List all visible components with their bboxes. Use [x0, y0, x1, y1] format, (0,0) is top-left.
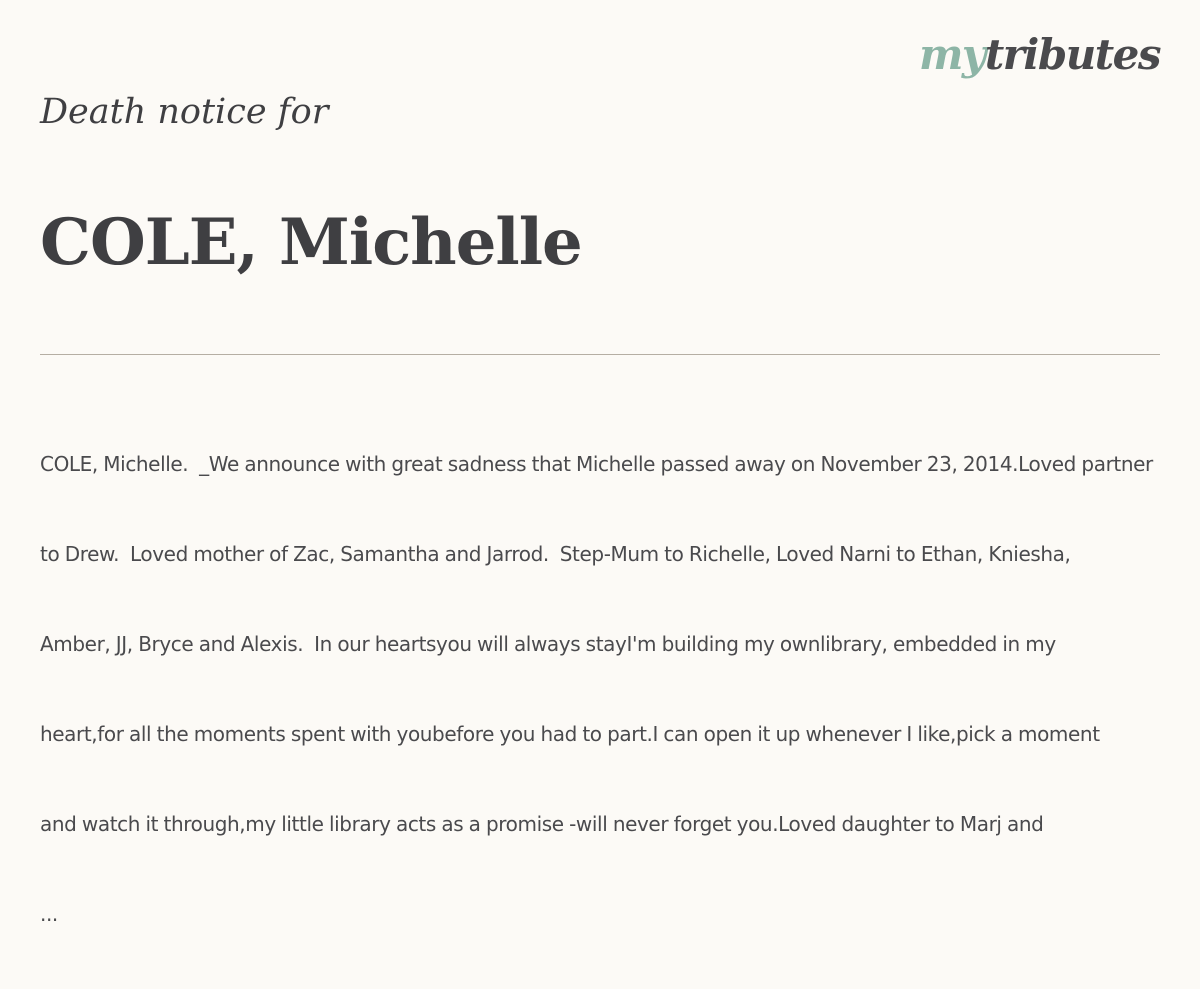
notice-body-line: to Drew. Loved mother of Zac, Samantha and Jarrod. Step-Mum to Richelle, Loved Narni to Ethan, Kniesha, — [40, 542, 1071, 566]
mytributes-logo[interactable] — [918, 30, 1160, 79]
logo-suffix: tributes — [984, 30, 1160, 79]
notice-heading: Death notice for — [40, 92, 329, 132]
notice-body-line: Amber, JJ, Bryce and Alexis. In our heartsyou will always stayI'm building my ownlibrary, embedded in my — [40, 632, 1056, 656]
divider — [40, 354, 1160, 355]
logo-prefix: my — [918, 30, 985, 79]
notice-body-line: and watch it through,my little library acts as a promise -will never forget you.Loved daughter to Marj and — [40, 812, 1044, 836]
deceased-name: COLE, Michelle — [40, 205, 582, 280]
notice-body-ellipsis: ... — [40, 902, 58, 926]
notice-body — [40, 389, 1180, 989]
notice-body-line: heart,for all the moments spent with youbefore you had to part.I can open it up whenever I like,pick a moment — [40, 722, 1100, 746]
notice-body-line: COLE, Michelle. _We announce with great sadness that Michelle passed away on November 23, 2014.Loved partner — [40, 452, 1153, 476]
